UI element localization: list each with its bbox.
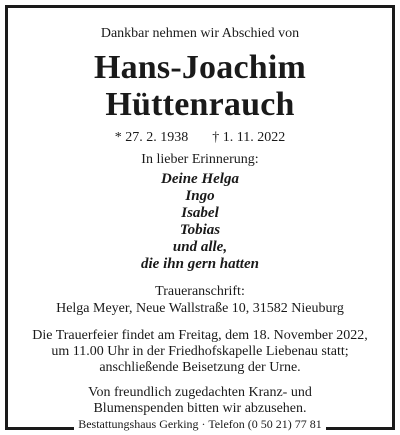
funeral-info-line: um 11.00 Uhr in der Friedhofskapelle Liebenau statt; [51,344,349,359]
mourner-name: die ihn gern hatten [141,256,259,272]
donation-note-line: Von freundlich zugedachten Kranz- und [88,385,312,400]
intro-text: Dankbar nehmen wir Abschied von [100,26,300,41]
funeral-info-line: Die Trauerfeier findet am Freitag, dem 18. November 2022, [32,328,368,343]
mourner-name: Tobias [179,222,221,238]
address-label: Traueranschrift: [155,284,245,299]
deceased-first-name: Hans-Joachim [93,49,307,86]
birth-date: * 27. 2. 1938 [114,130,189,145]
mourner-name: Deine Helga [161,171,239,187]
death-date: † 1. 11. 2022 [212,130,286,145]
deceased-last-name: Hüttenrauch [105,86,295,123]
funeral-home-contact: Bestattungshaus Gerking · Telefon (0 50 21) 77 81 [74,417,326,431]
funeral-home-footer [0,417,400,432]
mourner-name: Ingo [185,188,215,204]
mourner-name: Isabel [181,205,219,221]
funeral-info-line: anschließende Beisetzung der Urne. [99,360,301,375]
mourner-name: und alle, [172,239,228,255]
mourning-address: Helga Meyer, Neue Wallstraße 10, 31582 Nieuburg [56,301,344,316]
memory-label: In lieber Erinnerung: [141,152,259,167]
life-dates [0,130,400,146]
donation-note-line: Blumenspenden bitten wir abzusehen. [93,401,307,416]
